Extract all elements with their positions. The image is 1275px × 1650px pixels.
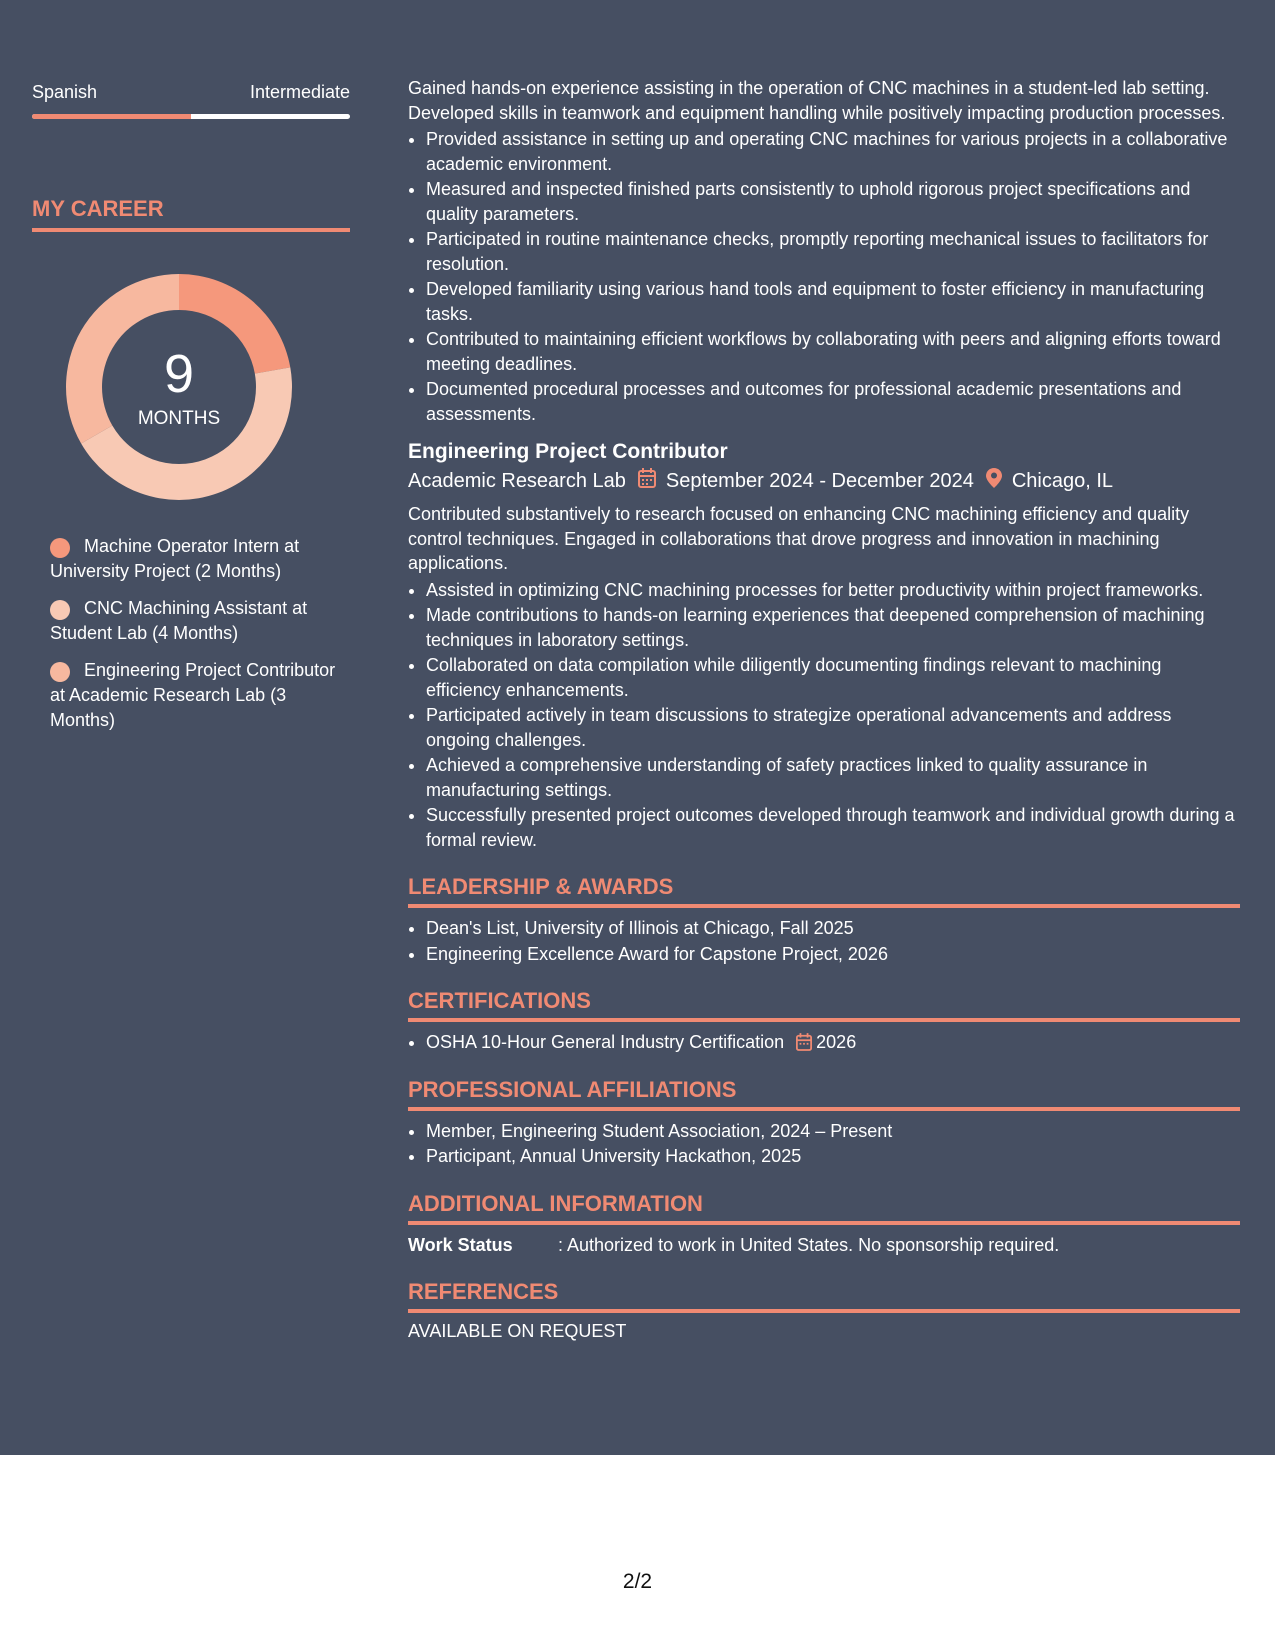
affiliations-list [408,1119,1240,1169]
role-summary: Contributed substantively to research focused on enhancing CNC machining efficiency and quality control techniques. Engaged in collaborations that drove progress and innovation in machining applications. [408,504,1190,573]
certification-name: • OSHA 10-Hour General Industry Certification [426,1032,785,1052]
career-total-unit: MONTHS [137,408,221,429]
calendar-icon [796,1033,812,1051]
certifications-list [408,1030,1240,1055]
certifications-title: CERTIFICATIONS [408,988,1240,1022]
certification-year: 2026 [816,1032,857,1052]
role-meta [408,468,1240,494]
previous-role-summary: Gained hands-on experience assisting in the operation of CNC machines in a student-led lab setting. Developed skills in teamwork and equipment handling while positively impacting production processes. [408,78,1226,123]
career-legend-item [50,596,340,646]
calendar-icon [638,468,656,494]
role-location: Chicago, IL [1011,469,1114,492]
location-pin-icon [986,468,1002,494]
certification-date [796,1030,856,1055]
bullet-item: • Collaborated on data compilation while diligently documenting findings relevant to machining efficiency enhancements. [426,653,1240,702]
bullet-item: • Provided assistance in setting up and operating CNC machines for various projects in a collaborative academic environment. [426,127,1240,176]
award-item: • Dean's List, University of Illinois at Chicago, Fall 2025 [426,916,1240,941]
career-total-number: 9 [163,344,195,404]
awards-list [408,916,1240,966]
language-bar [32,114,350,119]
previous-role-bullets [408,127,1240,426]
additional-info-title: ADDITIONAL INFORMATION [408,1191,1240,1225]
affiliation-item: • Participant, Annual University Hackathon, 2025 [426,1144,1240,1169]
page-number: 2/2 [622,1570,653,1593]
affiliations-title: PROFESSIONAL AFFILIATIONS [408,1077,1240,1111]
legend-dot [50,662,70,682]
career-legend-label: CNC Machining Assistant at Student Lab (4 Months) [50,598,308,643]
main-column [408,0,1240,1342]
references-text: AVAILABLE ON REQUEST [408,1320,627,1341]
bullet-item: • Successfully presented project outcomes developed through teamwork and individual growth during a formal review. [426,803,1240,852]
bullet-item: • Made contributions to hands-on learning experiences that deepened comprehension of machining techniques in laboratory settings. [426,603,1240,652]
awards-title: LEADERSHIP & AWARDS [408,874,1240,908]
language-name: Spanish [32,82,98,102]
employer: Academic Research Lab [408,469,626,492]
career-legend-label: Engineering Project Contributor at Academic Research Lab (3 Months) [50,660,336,730]
career-legend-item [50,658,340,733]
bullet-item: • Developed familiarity using various hand tools and equipment to foster efficiency in manufacturing tasks. [426,277,1240,326]
bullet-item: • Participated actively in team discussions to strategize operational advancements and address ongoing challenges. [426,703,1240,752]
affiliation-item: • Member, Engineering Student Association, 2024 – Present [426,1119,1240,1144]
work-status-label: Work Status [408,1234,513,1255]
certification-item [426,1030,1240,1055]
award-item: • Engineering Excellence Award for Capstone Project, 2026 [426,942,1240,967]
bullet-item: • Participated in routine maintenance checks, promptly reporting mechanical issues to facilitators for resolution. [426,227,1240,276]
bullet-item: • Achieved a comprehensive understanding of safety practices linked to quality assurance in manufacturing settings. [426,753,1240,802]
bullet-item: • Documented procedural processes and outcomes for professional academic presentations and assessments. [426,377,1240,426]
career-title: MY CAREER [32,196,350,232]
role-bullets [408,578,1240,853]
work-status-row [408,1233,1240,1257]
work-status-value: : Authorized to work in United States. No sponsorship required. [558,1234,1060,1255]
bullet-item: • Assisted in optimizing CNC machining processes for better productivity within project frameworks. [426,578,1240,603]
career-legend-item [50,534,340,584]
role-title: Engineering Project Contributor [408,440,728,463]
bullet-item: • Contributed to maintaining efficient workflows by collaborating with peers and aligning efforts toward meeting deadlines. [426,327,1240,376]
role-dates: September 2024 - December 2024 [665,469,974,492]
references-title: REFERENCES [408,1279,1240,1313]
career-legend-label: Machine Operator Intern at University Project (2 Months) [50,536,300,581]
legend-dot [50,600,70,620]
language-bar-fill [32,114,191,119]
language-level: Intermediate [249,82,350,102]
career-legend [50,534,340,745]
language-row [32,82,350,103]
bullet-item: • Measured and inspected finished parts consistently to uphold rigorous project specifications and quality parameters. [426,177,1240,226]
legend-dot [50,538,70,558]
